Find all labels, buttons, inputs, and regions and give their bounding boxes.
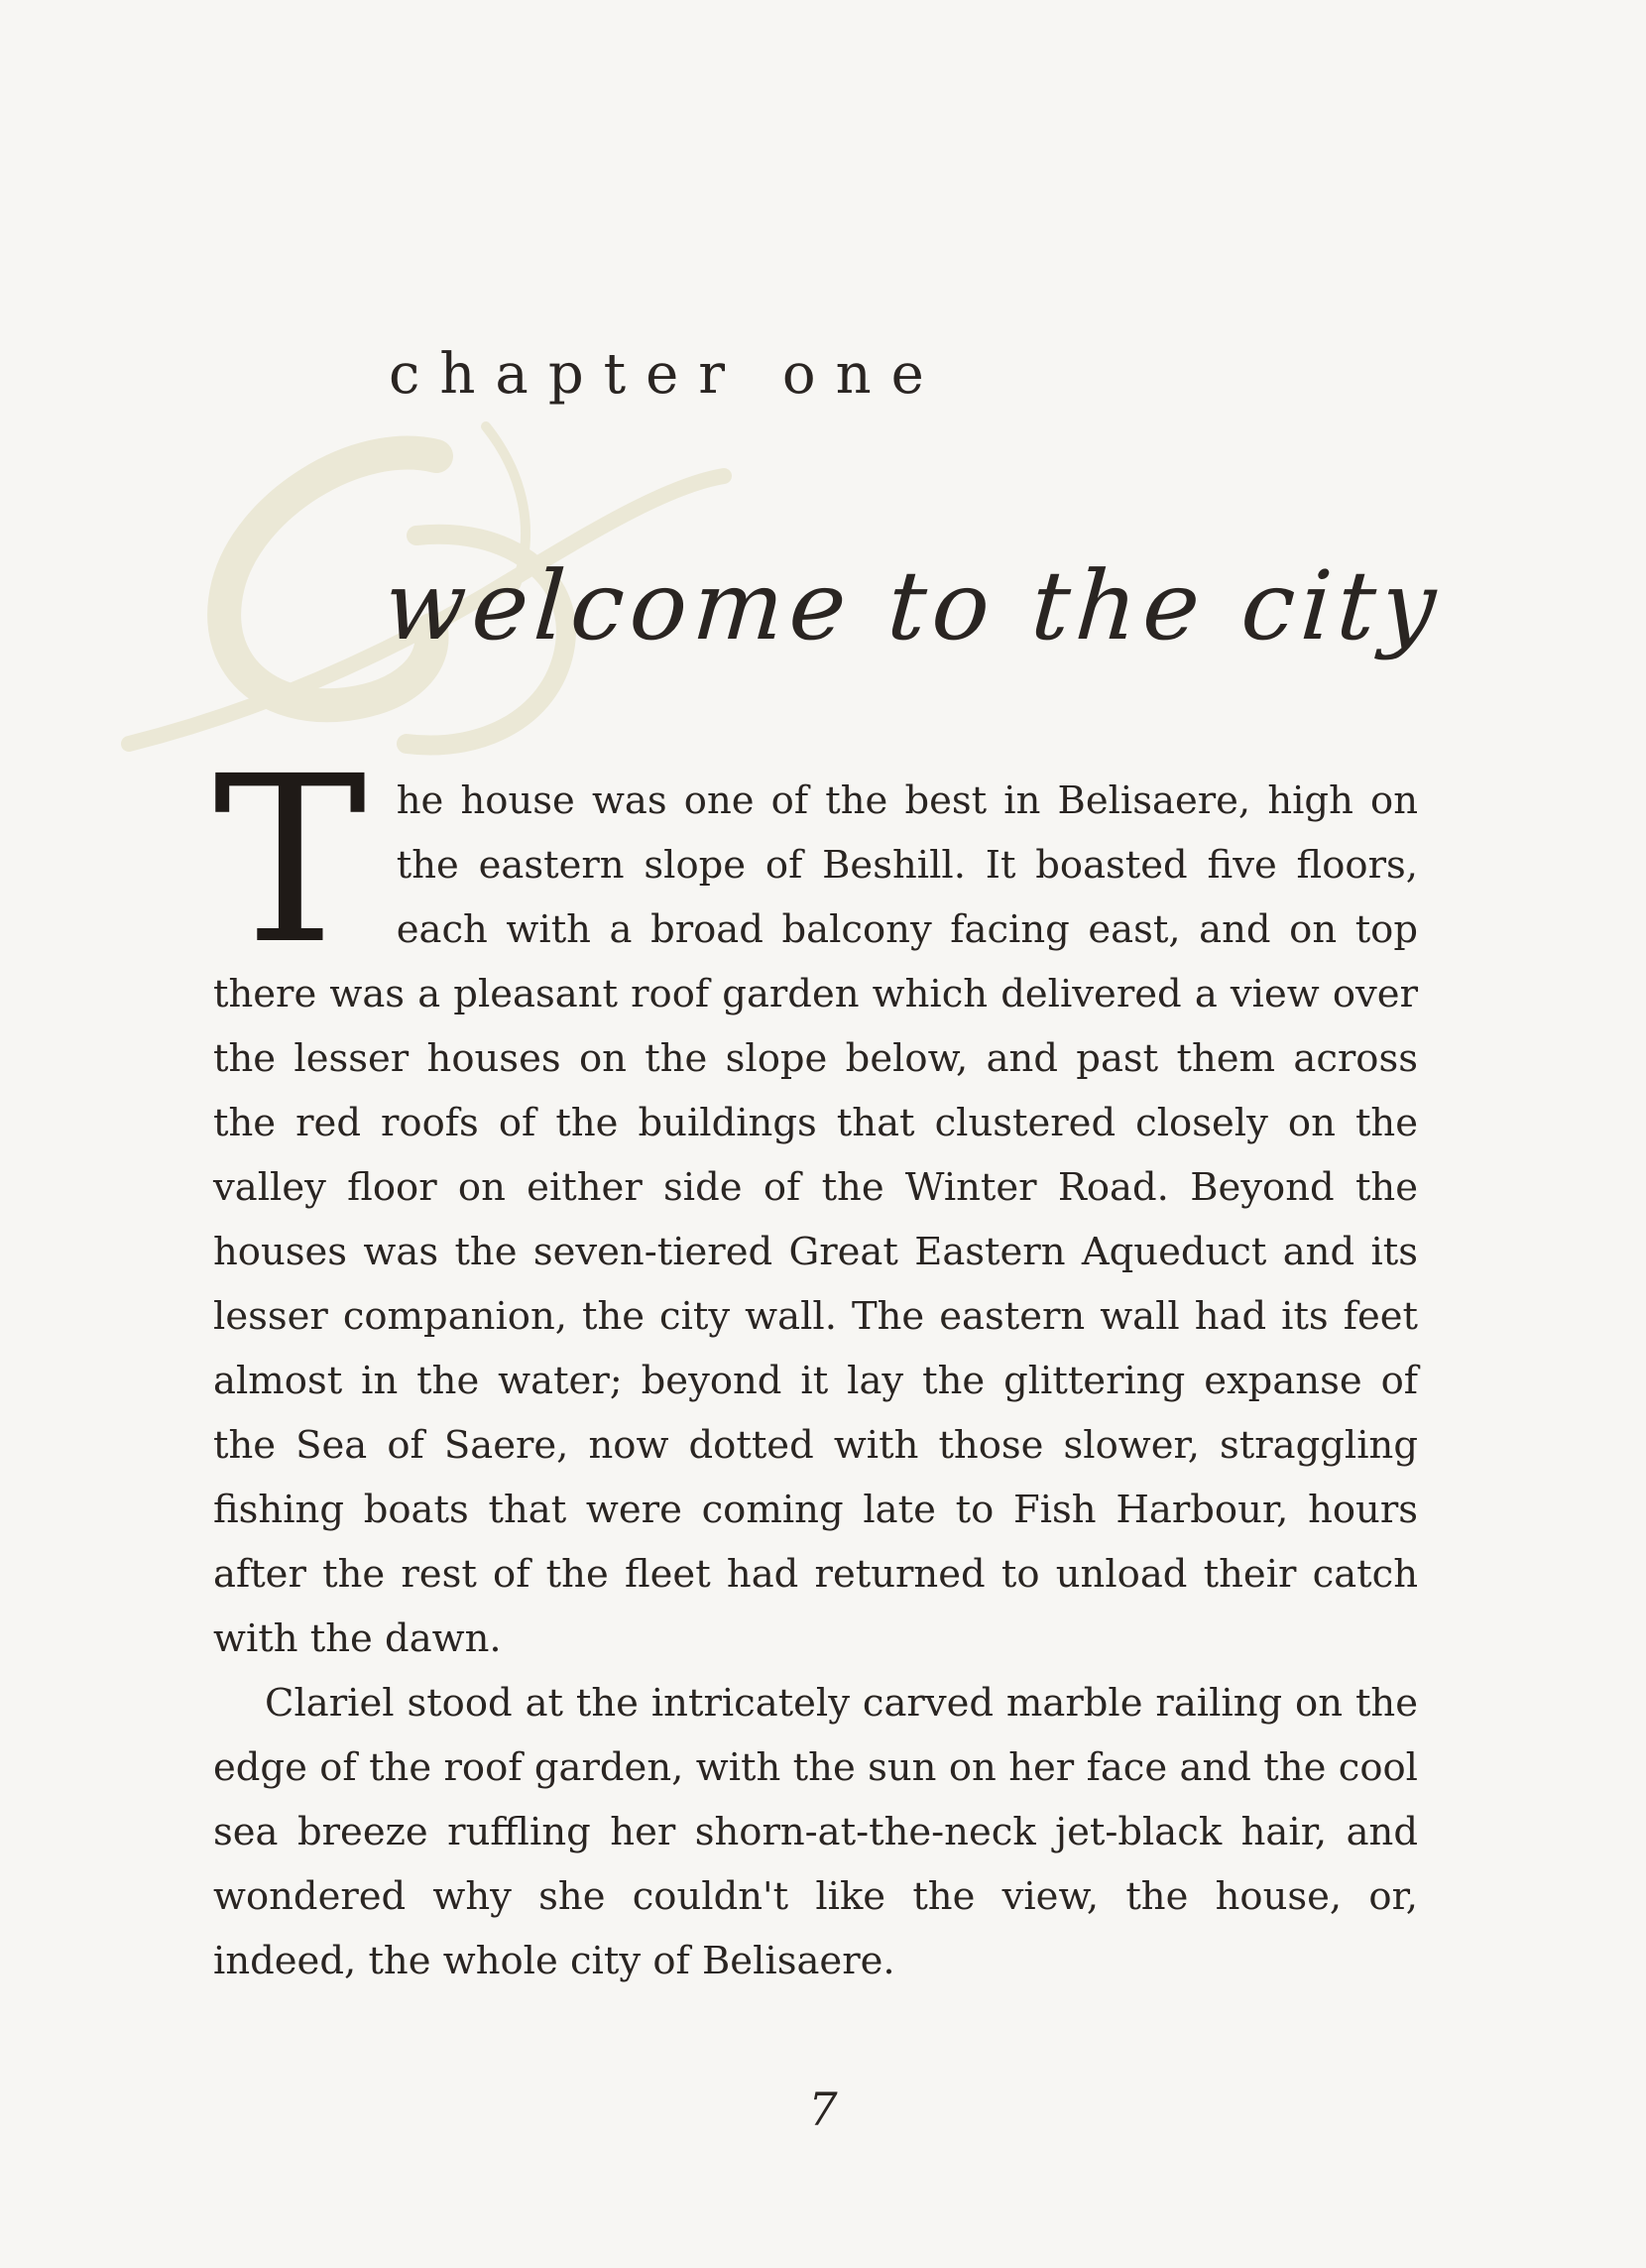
chapter-label: chapter one [389, 342, 944, 407]
drop-cap-letter: T [213, 727, 367, 995]
page-number: 7 [808, 2083, 838, 2136]
paragraph-1-text: he house was one of the best in Belisaere, high on the eastern slope of Beshill. It boasted five floors, each with a broad balcony facing east, and on top there was a pleasant roof garden which delivered a view over the lesser houses on the slope below, and past them across the red roofs of the buildings that clustered closely on the valley floor on either side of the Winter Road. Beyond the houses was the seven-tiered Great Eastern Aqueduct and its lesser companion, the city wall. The eastern wall had its feet almost in the water; beyond it lay the glittering expanse of the Sea of Saere, now dotted with those slower, straggling fishing boats that were coming late to Fish Harbour, hours after the rest of the fleet had returned to unload their catch with the dawn. [213, 778, 1418, 1661]
chapter-body [213, 727, 1418, 1993]
paragraph-2: Clariel stood at the intricately carved marble railing on the edge of the roof garden, with the sun on her face and the cool sea breeze ruffling her shorn-at-the-neck jet-black hair, and wondered why she couldn't like the view, the house, or, indeed, the whole city of Belisaere. [213, 1681, 1418, 1983]
chapter-title: welcome to the city [381, 550, 1446, 661]
paragraph-1 [213, 727, 1418, 1671]
